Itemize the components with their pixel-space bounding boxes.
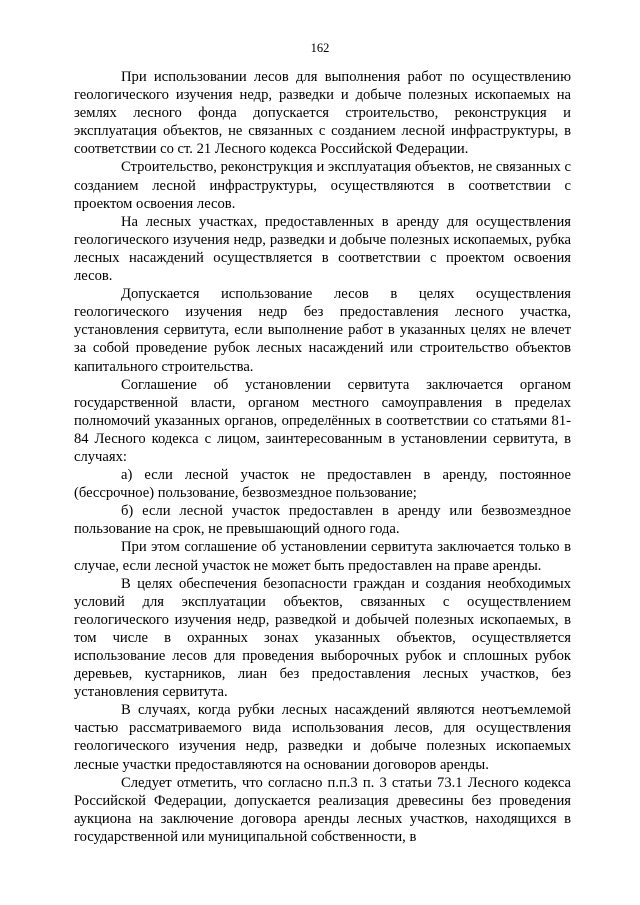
paragraph-servitude-agreement: Соглашение об установлении сервитута заключается органом государственной власти, органом местного самоуправления в пределах полномочий указанных органов, определённых в соответствии со статьями 81-84 Лесного кодекса с лицом, заинтересованным в установлении сервитута, в случаях:: [74, 376, 571, 465]
paragraph-use-without-plot: Допускается использование лесов в целях осуществления геологического изучения недр без предоставления лесного участка, установления сервитута, если выполнение работ в указанных целях не влечет за собой проведение рубок лесных насаждений или строительство объектов капитального строительства.: [74, 286, 571, 375]
paragraph-lease-agreements: В случаях, когда рубки лесных насаждений являются неотъемлемой частью рассматриваемого вида использования лесов, для осуществления геологического изучения недр, разведки и добыче полезных ископаемых лесные участки предоставляются на основании договоров аренды.: [74, 702, 571, 773]
paragraph-forest-use-construction: При использовании лесов для выполнения работ по осуществлению геологического изучения недр, разведки и добыче полезных ископаемых на землях лесного фонда допускается строительство, реконструкция и эксплуатация объектов, не связанных с созданием лесной инфраструктуры, в соответствии со ст. 21 Лесного кодекса Российской Федерации.: [74, 69, 571, 158]
paragraph-safety-felling: В целях обеспечения безопасности граждан и создания необходимых условий для эксплуатации объектов, связанных с осуществлением геологического изучения недр, разведкой и добычей полезных ископаемых, в том числе в охранных зонах указанных объектов, осуществляется использование лесов для проведения выборочных рубок и сплошных рубок деревьев, кустарников, лиан без предоставления лесных участков, без установления сервитута.: [74, 575, 571, 701]
paragraph-leased-plots-felling: На лесных участках, предоставленных в аренду для осуществления геологического изучения недр, разведки и добыче полезных ископаемых, рубка лесных насаждений осуществляется в соответствии с проектом освоения лесов.: [74, 213, 571, 285]
paragraph-case-a: а) если лесной участок не предоставлен в аренду, постоянное (бессрочное) пользование, безвозмездное пользование;: [74, 467, 571, 502]
paragraph-case-b: б) если лесной участок предоставлен в аренду или безвозмездное пользование на срок, не превышающий одного года.: [74, 503, 571, 538]
body-text: [74, 68, 571, 846]
paragraph-servitude-condition: При этом соглашение об установлении сервитута заключается только в случае, если лесной участок не может быть предоставлен на праве аренды.: [74, 539, 571, 574]
paragraph-construction-project: Строительство, реконструкция и эксплуатация объектов, не связанных с созданием лесной инфраструктуры, осуществляются в соответствии с проектом освоения лесов.: [74, 159, 571, 212]
paragraph-timber-sale: Следует отметить, что согласно п.п.3 п. 3 статьи 73.1 Лесного кодекса Российской Федерации, допускается реализация древесины без проведения аукциона на заключение договора аренды лесных участков, находящихся в государственной или муниципальной собственности, в: [74, 774, 571, 845]
page-number: 162: [310, 41, 330, 55]
